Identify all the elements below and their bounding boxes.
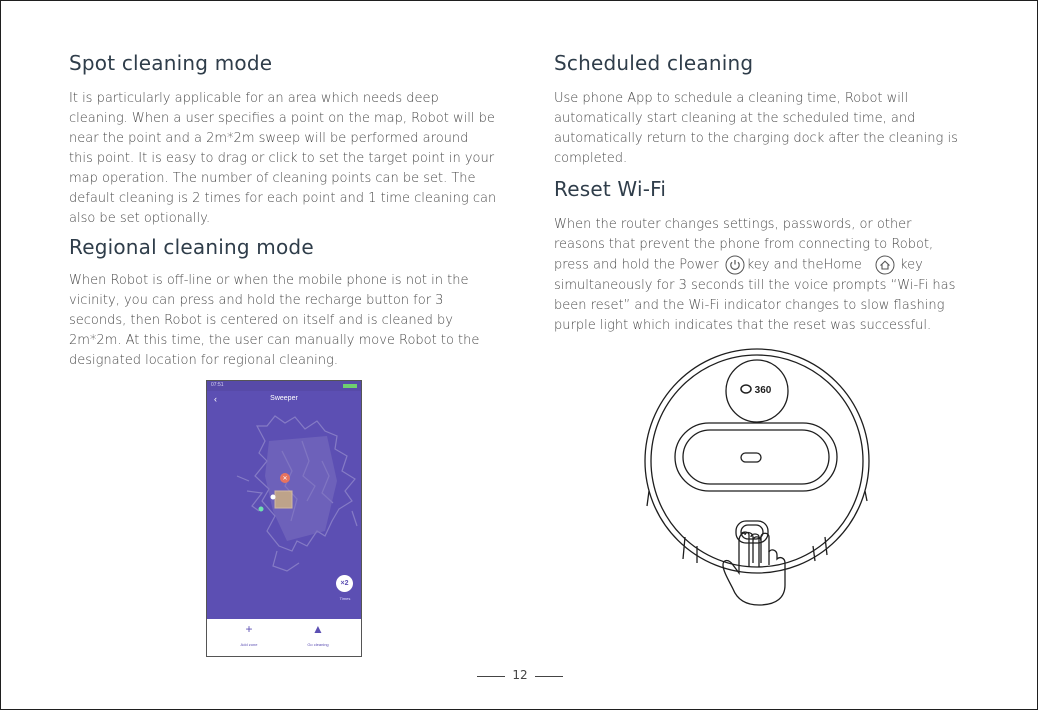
text-line: designated location for regional cleaning. [69,353,338,368]
power-icon [725,255,745,275]
reset-line: purple light which indicates that the reset was successful. [554,317,932,333]
phone-bottom-bar [207,619,361,656]
page-number: 12 [512,668,528,682]
broom-icon: ▲ [312,622,324,636]
reset-line-part: key and theHome [746,257,862,273]
text-line: cleaning. When a user specifies a point on the map, Robot will be [69,111,495,126]
go-cleaning-button[interactable] [293,622,343,647]
spot-cleaning-text [69,89,496,229]
text-line: seconds, then Robot is centered on itself and is cleaned by [69,313,453,328]
scheduled-cleaning-text [554,89,958,169]
text-line: 2m*2m. At this time, the user can manually move Robot to the [69,333,480,348]
repeat-count-button[interactable]: ×2 [336,575,353,592]
reset-line-part: press and hold the Power [554,257,719,273]
reset-line: reasons that prevent the phone from connecting to Robot, [554,237,934,252]
text-line: vicinity, you can press and hold the recharge button for 3 [69,293,444,308]
robot-illustration [637,341,877,611]
robot-position-icon [271,495,276,500]
sweep-area-box [275,491,292,508]
text-line: also be set optionally. [69,211,211,226]
robot-logo-text: 360 [754,385,772,396]
add-zone-button[interactable] [224,622,274,647]
page-footer [477,666,563,686]
status-time: 07:51 [211,382,224,388]
text-line: map operation. The number of cleaning points can be set. The [69,171,476,186]
text-line: completed. [554,151,628,166]
text-line: default cleaning is 2 times for each point and 1 time cleaning can [69,191,497,206]
reset-line: When the router changes settings, passwords, or other [554,217,912,232]
reset-line: simultaneously for 3 seconds till the voice prompts “Wi-Fi has [554,277,956,293]
text-line: It is particularly applicable for an area which needs deep [69,91,439,106]
scheduled-cleaning-title: Scheduled cleaning [554,51,754,75]
reset-line: been reset” and the Wi-Fi indicator changes to slow flashing [554,297,945,313]
reset-line-with-icons [554,255,955,276]
app-title: Sweeper [270,395,298,402]
reset-line-part: key [900,257,923,273]
footer-rule-left [477,676,505,677]
svg-text:✕: ✕ [282,476,288,482]
text-line: near the point and a 2m*2m sweep will be performed around [69,131,469,146]
text-line: this point. It is easy to drag or click to set the target point in your [69,151,495,166]
reset-wifi-title: Reset Wi-Fi [554,177,667,201]
regional-cleaning-text [69,271,479,371]
spot-cleaning-title: Spot cleaning mode [69,51,273,75]
text-line: automatically return to the charging dock after the cleaning is [554,131,958,146]
add-zone-label: Add zone [240,642,258,647]
app-screenshot [206,380,362,657]
back-arrow-icon[interactable]: ‹ [214,394,217,404]
text-line: When Robot is off-line or when the mobile phone is not in the [69,273,469,288]
home-icon [874,255,896,275]
plus-icon: + [245,622,253,636]
go-cleaning-label: Go cleaning [307,642,329,647]
text-line: Use phone App to schedule a cleaning time, Robot will [554,91,909,106]
reset-wifi-text [554,215,955,336]
regional-cleaning-title: Regional cleaning mode [69,235,314,259]
footer-rule-right [535,676,563,677]
repeat-count-label: Times [339,596,351,601]
dock-position-icon [259,507,264,512]
text-line: automatically start cleaning at the scheduled time, and [554,111,916,126]
logo-mark-icon [741,385,751,393]
